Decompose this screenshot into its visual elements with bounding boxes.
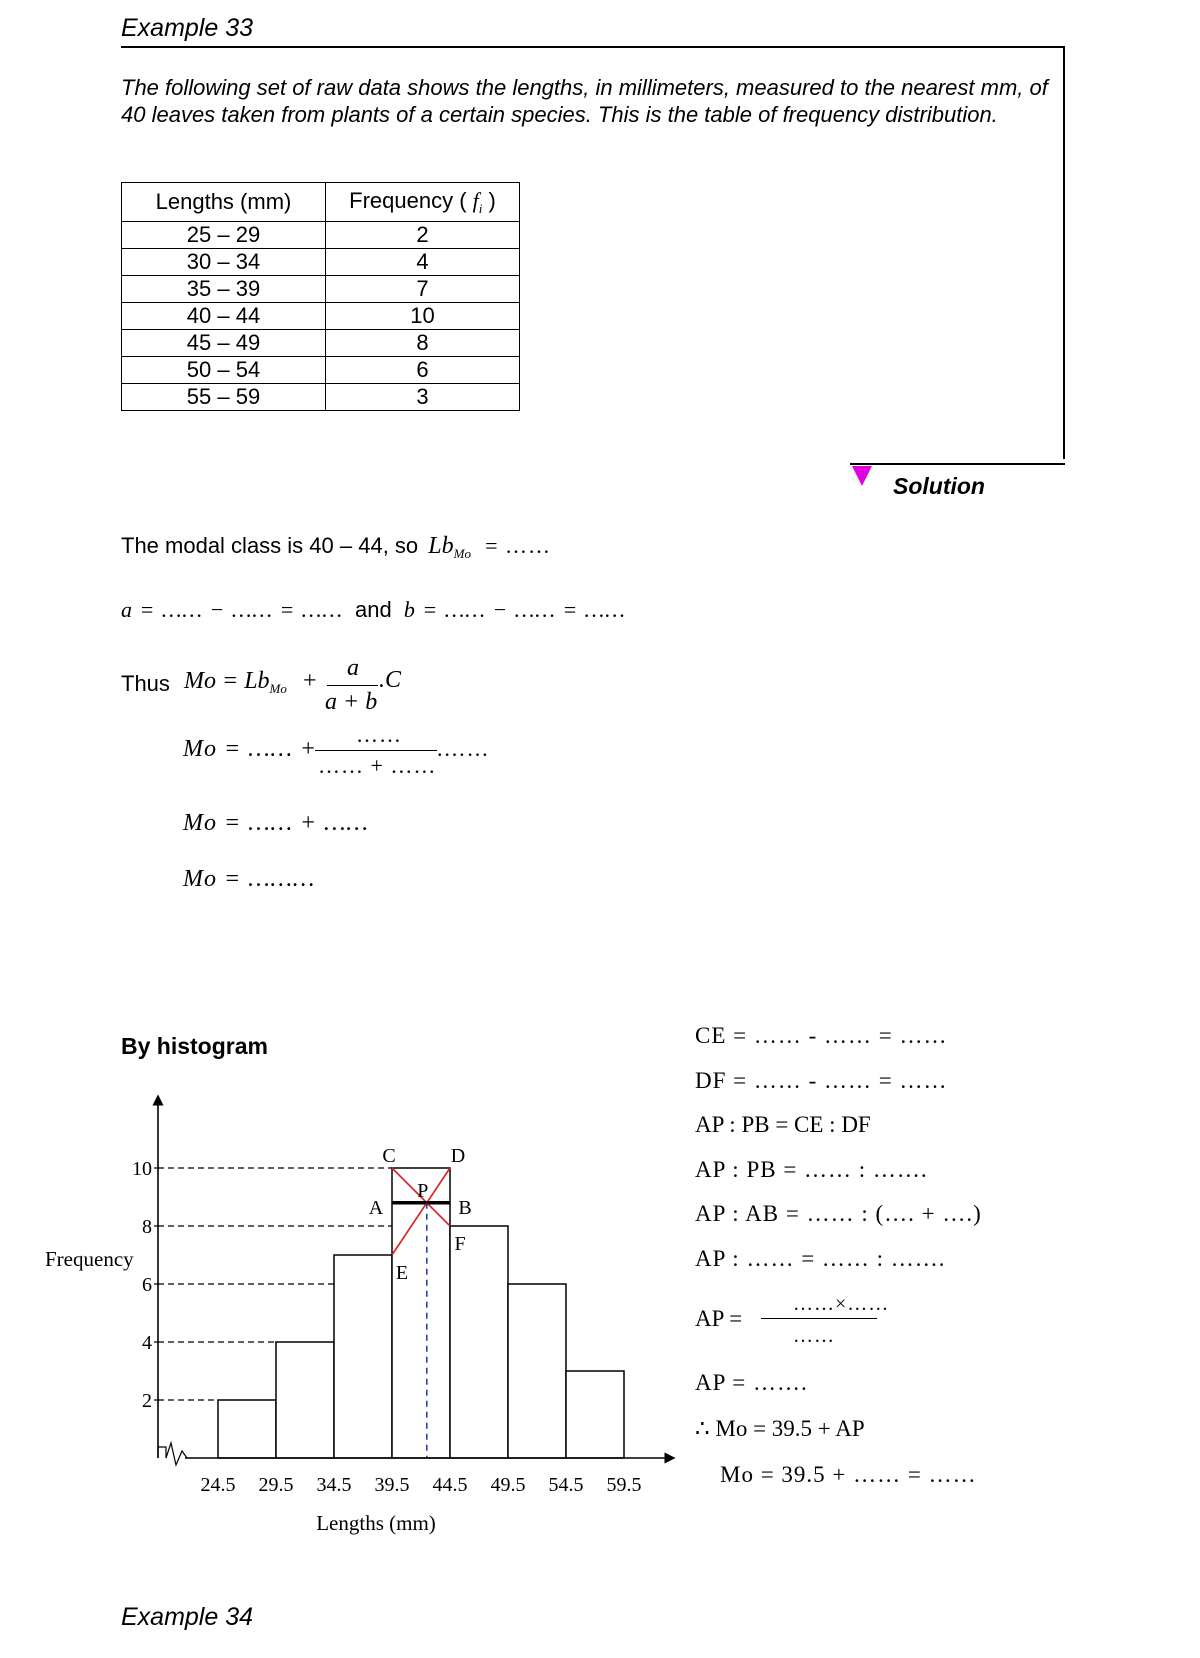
fraction-bar: [327, 685, 378, 686]
x-tick-label: 59.5: [606, 1474, 642, 1496]
a-b-line: [121, 597, 626, 623]
table-cell-range: 40 – 44: [122, 303, 326, 330]
point-label-d: D: [450, 1145, 466, 1167]
mo-line-2-lhs: Mo = …… +: [183, 736, 318, 762]
ratio-step-3: AP : AB = …… : (…. + ….): [695, 1201, 982, 1226]
ap-lhs: AP =: [695, 1306, 743, 1331]
next-example-title: Example 34: [121, 1603, 254, 1631]
table-row: [122, 276, 520, 303]
dot-c: .C: [379, 667, 402, 693]
point-label-p: P: [417, 1179, 429, 1202]
x-axis-label: Lengths (mm): [316, 1511, 436, 1535]
x-tick-label: 44.5: [432, 1474, 468, 1496]
x-tick-label: 49.5: [490, 1474, 526, 1496]
table-cell-range: 25 – 29: [122, 222, 326, 249]
mo-line-2-numerator: ……: [356, 722, 402, 747]
a-expression: a = …… − …… = ……: [121, 597, 343, 622]
solution-triangle-icon: [852, 466, 872, 486]
histogram-title: By histogram: [121, 1033, 268, 1059]
y-axis-label: Frequency: [45, 1247, 134, 1271]
table-cell-freq: 7: [326, 276, 520, 303]
y-tick-label: 6: [142, 1274, 152, 1296]
table-cell-freq: 3: [326, 384, 520, 411]
histogram-chart: [30, 1055, 730, 1545]
table-cell-range: 45 – 49: [122, 330, 326, 357]
x-tick-label: 34.5: [316, 1474, 352, 1496]
and-word: and: [355, 597, 392, 622]
table-row: [122, 357, 520, 384]
table-row: [122, 303, 520, 330]
table-cell-range: 30 – 34: [122, 249, 326, 276]
table-cell-freq: 10: [326, 303, 520, 330]
table-cell-range: 35 – 39: [122, 276, 326, 303]
table-cell-freq: 8: [326, 330, 520, 357]
fraction-numerator-a: a: [347, 655, 359, 681]
ratio-step-2: AP : PB = …… : …….: [695, 1157, 928, 1182]
ap-fraction-bar: [761, 1318, 877, 1319]
x-tick-label: 39.5: [374, 1474, 410, 1496]
table-cell-range: 55 – 59: [122, 384, 326, 411]
fraction-denominator: a + b: [325, 689, 378, 715]
table-row: [122, 384, 520, 411]
histogram-bar: [508, 1284, 566, 1458]
y-tick-label: 10: [132, 1158, 152, 1180]
ratio-step-1: AP : PB = CE : DF: [695, 1112, 871, 1137]
histogram-bar: [450, 1226, 508, 1458]
frame-top-line: [121, 46, 1065, 48]
mo-line-3: Mo = …… + ……: [183, 810, 369, 836]
intro-paragraph: The following set of raw data shows the lengths, in millimeters, measured to the nearest mm, of 40 leaves taken from plants of a certain species. This is the table of frequency distribution.: [121, 75, 1048, 127]
point-label-a: A: [368, 1196, 384, 1219]
thus-plus: +: [303, 668, 317, 694]
axis-break-icon: [158, 1443, 187, 1465]
point-label-b: B: [458, 1196, 472, 1219]
modal-class-text: The modal class is 40 – 44, so: [121, 533, 419, 558]
header-frequency: [326, 183, 520, 222]
ap-value-step: AP = …….: [695, 1370, 808, 1395]
histogram-bar: [334, 1255, 392, 1458]
x-tick-label: 24.5: [200, 1474, 236, 1496]
frequency-table: [121, 182, 520, 411]
header-frequency-symbol: f: [472, 187, 479, 213]
x-tick-label: 54.5: [548, 1474, 584, 1496]
table-cell-freq: 2: [326, 222, 520, 249]
lb-symbol: Lb: [428, 533, 454, 559]
table-cell-freq: 6: [326, 357, 520, 384]
frame-right-line: [1063, 46, 1065, 459]
mo-line-2-fraction-bar: [315, 750, 437, 751]
table-row: [122, 222, 520, 249]
header-frequency-suffix: ): [488, 187, 496, 213]
ce-step: CE = …… - …… = ……: [695, 1023, 948, 1048]
histogram-bar: [276, 1342, 334, 1458]
table-row: [122, 330, 520, 357]
table-row: [122, 249, 520, 276]
thus-lhs-subscript: Mo: [269, 681, 287, 696]
point-label-c: C: [382, 1145, 396, 1167]
ratio-step-4: AP : …… = …… : …….: [695, 1246, 946, 1271]
header-frequency-prefix: Frequency (: [349, 187, 467, 213]
thus-word: Thus: [121, 671, 170, 696]
y-tick-label: 4: [142, 1332, 152, 1354]
ap-numerator: ……×……: [793, 1293, 890, 1315]
histogram-bar: [566, 1371, 624, 1458]
example-title: Example 33: [121, 14, 254, 42]
y-tick-label: 2: [142, 1390, 152, 1412]
b-expression: b = …… − …… = ……: [403, 597, 626, 622]
mo-step-2: Mo = 39.5 + …… = ……: [720, 1462, 977, 1487]
header-frequency-sub: i: [478, 200, 483, 216]
lb-subscript: Mo: [453, 546, 471, 561]
mo-line-2-after: .……: [437, 736, 490, 761]
table-cell-range: 50 – 54: [122, 357, 326, 384]
lb-value-blank: = ……: [485, 533, 552, 558]
mo-step-1: ∴ Mo = 39.5 + AP: [695, 1416, 865, 1441]
y-tick-label: 8: [142, 1216, 152, 1238]
histogram-bar: [218, 1400, 276, 1458]
solution-label: Solution: [893, 473, 985, 499]
mo-line-4: Mo = ………: [183, 866, 316, 892]
df-step: DF = …… - …… = ……: [695, 1068, 948, 1093]
frame-bottom-line: [850, 463, 1065, 465]
x-tick-label: 29.5: [258, 1474, 294, 1496]
point-label-e: E: [395, 1262, 409, 1284]
point-label-f: F: [454, 1233, 466, 1255]
mo-line-2-denominator: …… + ……: [318, 753, 437, 778]
ap-denominator: ……: [793, 1325, 835, 1347]
header-lengths: Lengths (mm): [122, 183, 326, 222]
thus-lhs-text: Mo = Lb: [184, 668, 270, 694]
table-cell-freq: 4: [326, 249, 520, 276]
thus-lhs: [184, 668, 287, 697]
modal-class-line: [121, 533, 551, 562]
